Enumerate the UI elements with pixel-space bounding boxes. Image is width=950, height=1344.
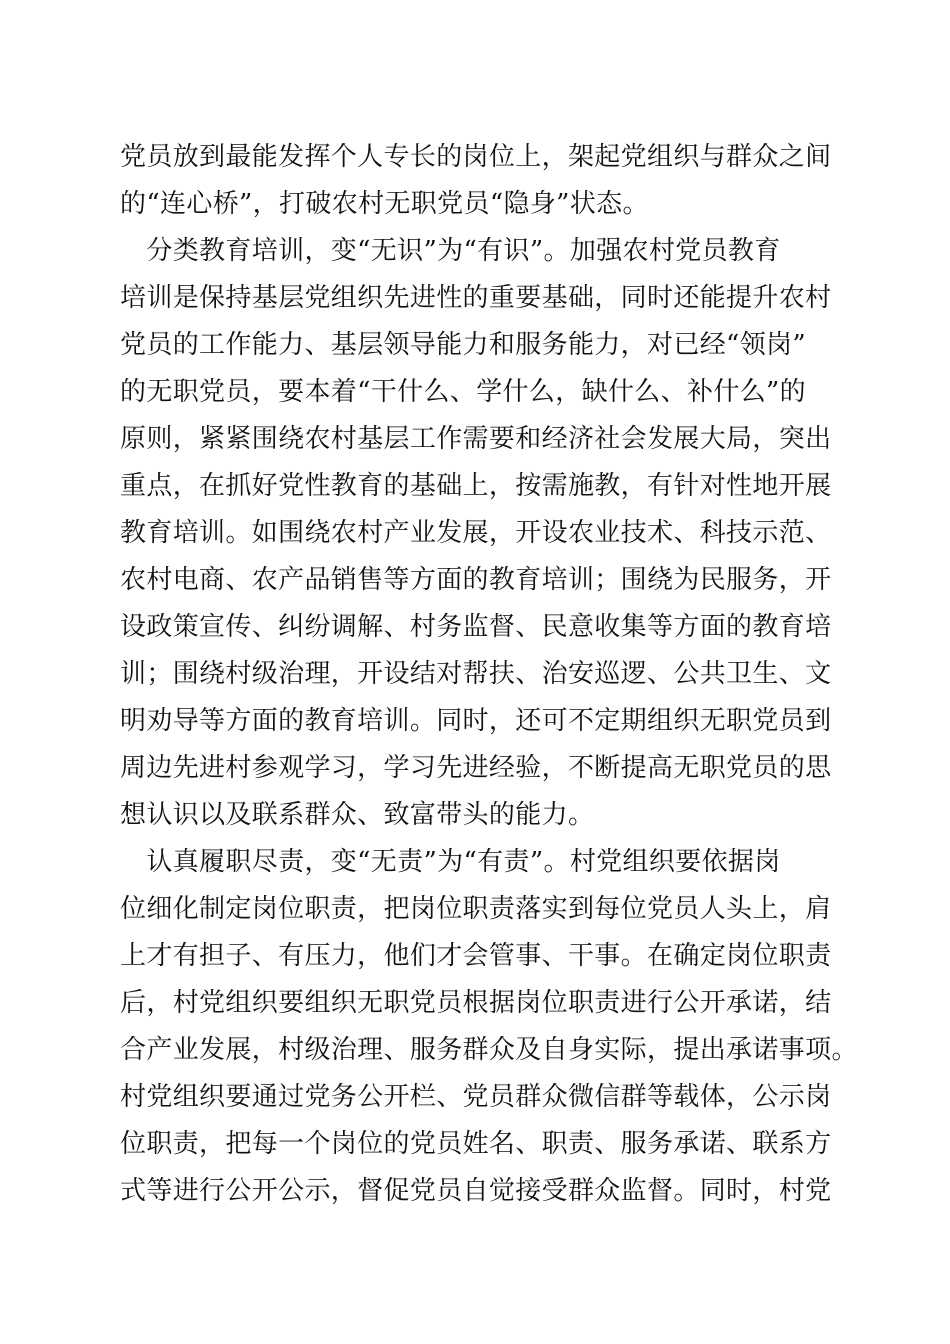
text-line: 重点，在抓好党性教育的基础上，按需施教，有针对性地开展	[120, 471, 832, 501]
text-line: 训；围绕村级治理，开设结对帮扶、治安巡逻、公共卫生、文	[120, 659, 832, 689]
text-line: 后，村党组织要组织无职党员根据岗位职责进行公开承诺，结	[120, 988, 832, 1018]
text-line: 党员的工作能力、基层领导能力和服务能力，对已经“领岗”	[120, 330, 807, 360]
text-line: 想认识以及联系群众、致富带头的能力。	[120, 800, 595, 830]
text-line: 教育培训。如围绕农村产业发展，开设农业技术、科技示范、	[120, 518, 832, 548]
text-line: 明劝导等方面的教育培训。同时，还可不定期组织无职党员到	[120, 706, 832, 736]
text-line: 式等进行公开公示，督促党员自觉接受群众监督。同时，村党	[120, 1176, 832, 1206]
text-line: 位职责，把每一个岗位的党员姓名、职责、服务承诺、联系方	[120, 1129, 832, 1159]
text-line: 培训是保持基层党组织先进性的重要基础，同时还能提升农村	[120, 283, 832, 313]
text-line: 周边先进村参观学习，学习先进经验，不断提高无职党员的思	[120, 753, 832, 783]
text-line: 上才有担子、有压力，他们才会管事、干事。在确定岗位职责	[120, 941, 832, 971]
text-line: 位细化制定岗位职责，把岗位职责落实到每位党员人头上，肩	[120, 894, 832, 924]
paragraph-start-line: 分类教育培训，变“无识”为“有识”。加强农村党员教育	[120, 236, 781, 266]
document-body	[120, 134, 858, 1215]
paragraph-start-line: 认真履职尽责，变“无责”为“有责”。村党组织要依据岗	[120, 847, 781, 877]
text-line: 的无职党员，要本着“干什么、学什么，缺什么、补什么”的	[120, 377, 807, 407]
text-line: 原则，紧紧围绕农村基层工作需要和经济社会发展大局，突出	[120, 424, 832, 454]
text-line: 村党组织要通过党务公开栏、党员群众微信群等载体，公示岗	[120, 1082, 832, 1112]
text-line: 农村电商、农产品销售等方面的教育培训；围绕为民服务，开	[120, 565, 832, 595]
text-line: 的“连心桥”，打破农村无职党员“隐身”状态。	[120, 189, 649, 219]
text-line: 党员放到最能发挥个人专长的岗位上，架起党组织与群众之间	[120, 142, 832, 172]
text-line: 合产业发展，村级治理、服务群众及自身实际，提出承诺事项。	[120, 1035, 858, 1065]
text-line: 设政策宣传、纠纷调解、村务监督、民意收集等方面的教育培	[120, 612, 832, 642]
